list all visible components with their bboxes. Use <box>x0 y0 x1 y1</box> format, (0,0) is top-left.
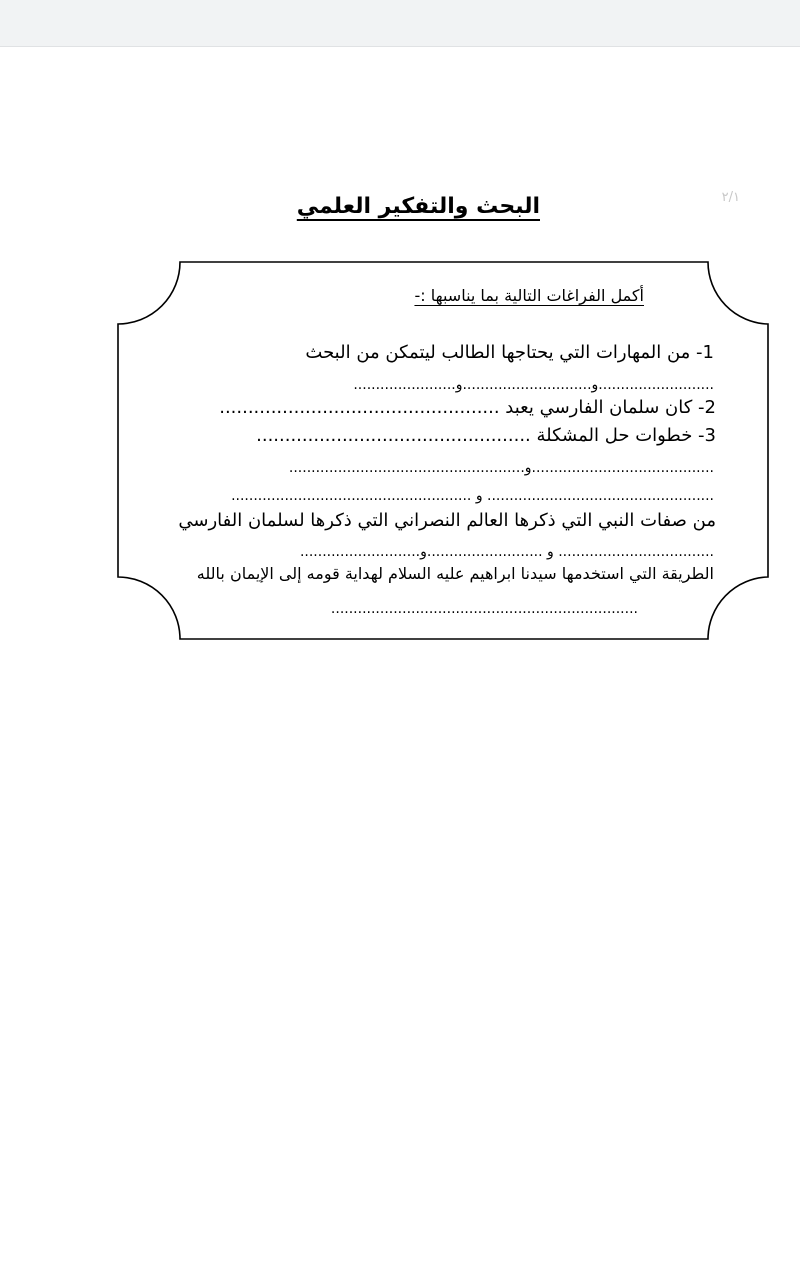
answer-line-1: ..........................و.............................و....................... <box>353 377 714 393</box>
answer-line-3b: ................................................... و ...................................................... <box>231 488 714 504</box>
instruction-text: أكمل الفراغات التالية بما يناسبها :- <box>414 286 644 305</box>
page-corner-mark: ٢/١ <box>721 190 740 205</box>
answer-line-5: ..................................................................... <box>330 601 638 617</box>
answer-line-3a: .........................................و..................................................... <box>288 460 714 476</box>
question-4: من صفات النبي التي ذكرها العالم النصراني التي ذكرها لسلمان الفارسي <box>178 510 716 531</box>
question-1: 1- من المهارات التي يحتاجها الطالب ليتمكن من البحث <box>305 342 714 363</box>
page-title: البحث والتفكير العلمي <box>296 194 540 219</box>
question-3: 3- خطوات حل المشكلة ................................................ <box>256 425 716 446</box>
answer-line-4: ................................... و ..........................و........................... <box>299 544 714 560</box>
browser-top-bar <box>0 0 800 47</box>
question-5: الطريقة التي استخدمها سيدنا ابراهيم عليه السلام لهداية قومه إلى الإيمان بالله <box>196 564 714 583</box>
question-2: 2- كان سلمان الفارسي يعبد ................................................. <box>219 397 716 418</box>
